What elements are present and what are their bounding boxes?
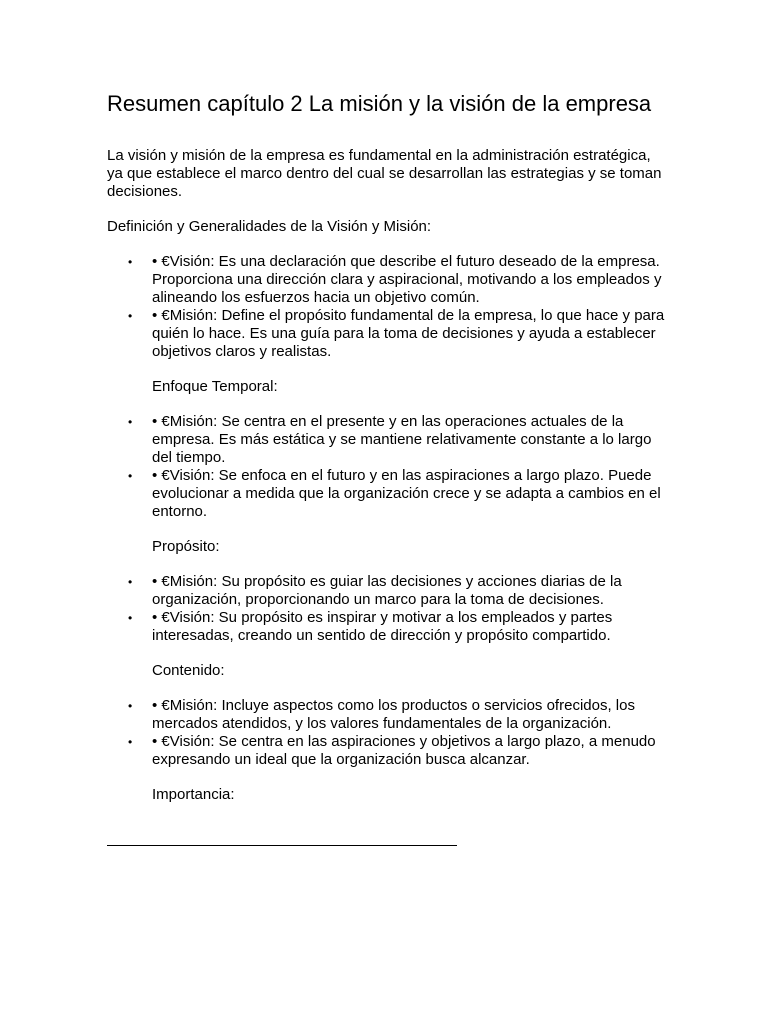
list-item xyxy=(128,609,667,645)
bullet-icon: • xyxy=(128,255,133,269)
bullet-icon: • xyxy=(128,611,133,625)
document-page xyxy=(107,90,667,821)
list-item-text: • €Misión: Define el propósito fundamental de la empresa, lo que hace y para quién lo hace. Es una guía para la toma de decisiones y ayuda a establecer objetivos claros y realistas. xyxy=(152,307,665,360)
list-item xyxy=(128,467,667,521)
bullet-icon: • xyxy=(128,309,133,323)
bullet-icon: • xyxy=(128,575,133,589)
intro-paragraph: La visión y misión de la empresa es fundamental en la administración estratégica, ya que establece el marco dentro del cual se desarrollan las estrategias y se toman decisiones. xyxy=(107,147,662,200)
list-item-text: • €Misión: Su propósito es guiar las decisiones y acciones diarias de la organización, proporcionando un marco para la toma de decisiones. xyxy=(152,573,622,608)
bullet-icon: • xyxy=(128,469,133,483)
list-item xyxy=(128,697,667,733)
bullet-list-contenido xyxy=(107,697,667,769)
list-item-text: • €Misión: Incluye aspectos como los productos o servicios ofrecidos, los mercados atendidos, y los valores fundamentales de la organización. xyxy=(152,697,635,732)
bullet-list-enfoque-temporal xyxy=(107,413,667,521)
horizontal-rule xyxy=(107,845,457,846)
list-item xyxy=(128,307,667,361)
list-item xyxy=(128,733,667,769)
bullet-icon: • xyxy=(128,735,133,749)
list-item-text: • €Visión: Es una declaración que describe el futuro deseado de la empresa. Proporciona una dirección clara y aspiracional, motivando a los empleados y alineando los esfuerzos hacia un objetivo común. xyxy=(152,253,662,306)
list-item-text: • €Visión: Se enfoca en el futuro y en las aspiraciones a largo plazo. Puede evolucionar a medida que la organización crece y se adapta a cambios en el entorno. xyxy=(152,467,661,520)
section-label-contenido: Contenido: xyxy=(152,662,225,679)
section-label-enfoque-temporal: Enfoque Temporal: xyxy=(152,378,278,395)
section-label-proposito: Propósito: xyxy=(152,538,220,555)
bullet-icon: • xyxy=(128,415,133,429)
list-item-text: • €Visión: Se centra en las aspiraciones y objetivos a largo plazo, a menudo expresando un ideal que la organización busca alcanzar. xyxy=(152,733,656,768)
list-item xyxy=(128,573,667,609)
bullet-icon: • xyxy=(128,699,133,713)
list-item-text: • €Misión: Se centra en el presente y en las operaciones actuales de la empresa. Es más estática y se mantiene relativamente constante a lo largo del tiempo. xyxy=(152,413,652,466)
bullet-list-proposito xyxy=(107,573,667,645)
section-label-importancia: Importancia: xyxy=(152,786,235,803)
page-title: Resumen capítulo 2 La misión y la visión de la empresa xyxy=(107,91,652,116)
list-item xyxy=(128,253,667,307)
list-item-text: • €Visión: Su propósito es inspirar y motivar a los empleados y partes interesadas, creando un sentido de dirección y propósito compartido. xyxy=(152,609,613,644)
bullet-list-definitions xyxy=(107,253,667,361)
definition-heading: Definición y Generalidades de la Visión y Misión: xyxy=(107,218,432,235)
list-item xyxy=(128,413,667,467)
